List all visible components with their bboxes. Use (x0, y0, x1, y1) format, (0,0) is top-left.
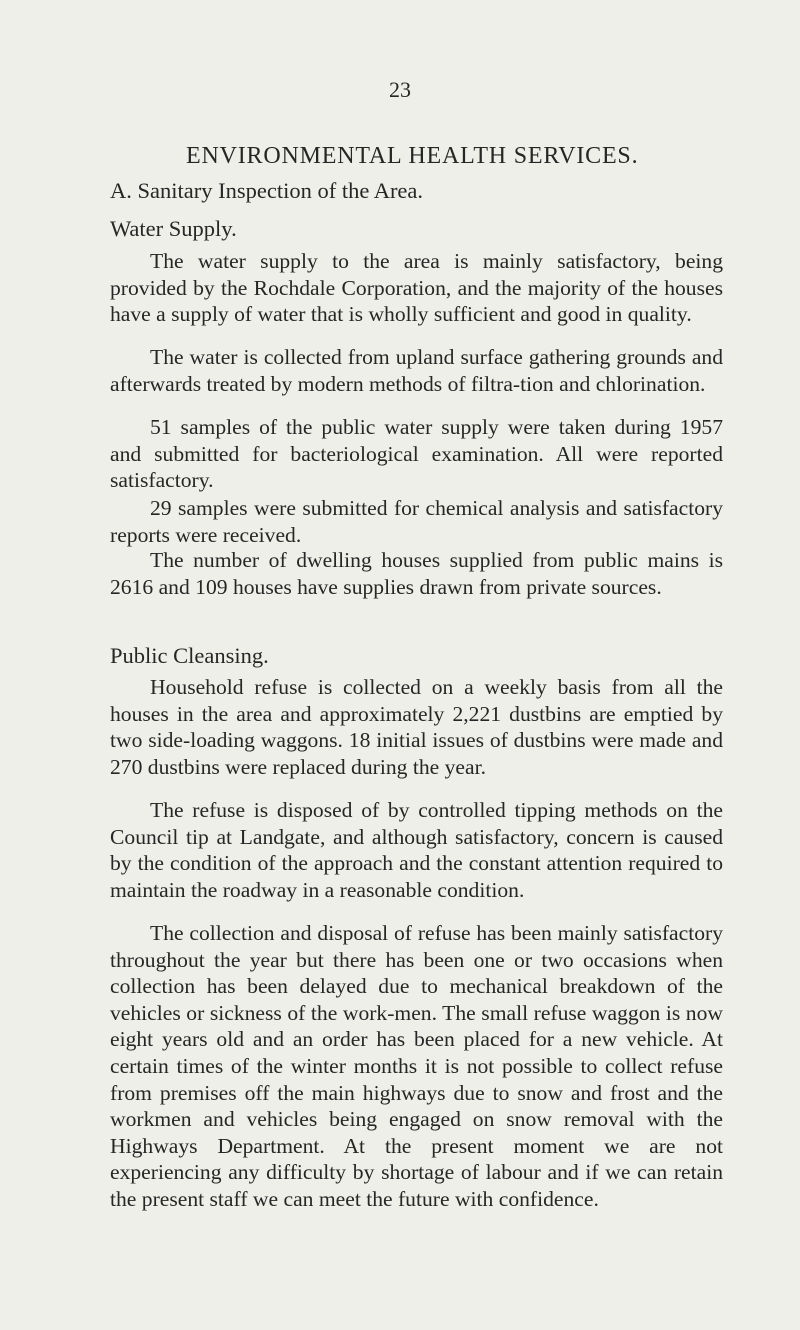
page-number: 23 (389, 77, 411, 102)
water-supply-paragraph: 51 samples of the public water supply were taken during 1957 and submitted for bacteriological examination. All were reported satisfactory. (110, 415, 723, 493)
public-cleansing-paragraph: The refuse is disposed of by controlled tipping methods on the Council tip at Landgate, and although satisfactory, concern is caused by the condition of the approach and the constant attention required to maintain the roadway in a reasonable condition. (110, 798, 723, 902)
water-supply-paragraph: 29 samples were submitted for chemical analysis and satisfactory reports were received. (110, 496, 723, 547)
public-cleansing-heading: Public Cleansing. (110, 643, 269, 668)
water-supply-paragraph: The number of dwelling houses supplied from public mains is 2616 and 109 houses have supplies drawn from private sources. (110, 548, 723, 599)
public-cleansing-paragraph: Household refuse is collected on a weekly basis from all the houses in the area and approximately 2,221 dustbins are emptied by two side-loading waggons. 18 initial issues of dustbins were made and 270 dustbins were replaced during the year. (110, 675, 723, 779)
section-heading: A. Sanitary Inspection of the Area. (110, 178, 424, 203)
water-supply-paragraph: The water is collected from upland surface gathering grounds and afterwards treated by modern methods of filtra-tion and chlorination. (110, 345, 723, 396)
public-cleansing-paragraph: The collection and disposal of refuse has been mainly satisfactory throughout the year but there has been one or two occasions when collection has been delayed due to mechanical breakdown of the vehicles or sickness of the work-men. The small refuse waggon is now eight years old and an order has been placed for a new vehicle. At certain times of the winter months it is not possible to collect refuse from premises off the main highways due to snow and frost and the workmen and vehicles being engaged on snow removal with the Highways Department. At the present moment we are not experiencing any difficulty by shortage of labour and if we can retain the present staff we can meet the future with confidence. (110, 921, 723, 1211)
water-supply-heading: Water Supply. (110, 216, 237, 241)
page-title: ENVIRONMENTAL HEALTH SERVICES. (186, 143, 639, 169)
water-supply-paragraph: The water supply to the area is mainly satisfactory, being provided by the Rochdale Corporation, and the majority of the houses have a supply of water that is wholly sufficient and good in quality. (110, 249, 723, 327)
